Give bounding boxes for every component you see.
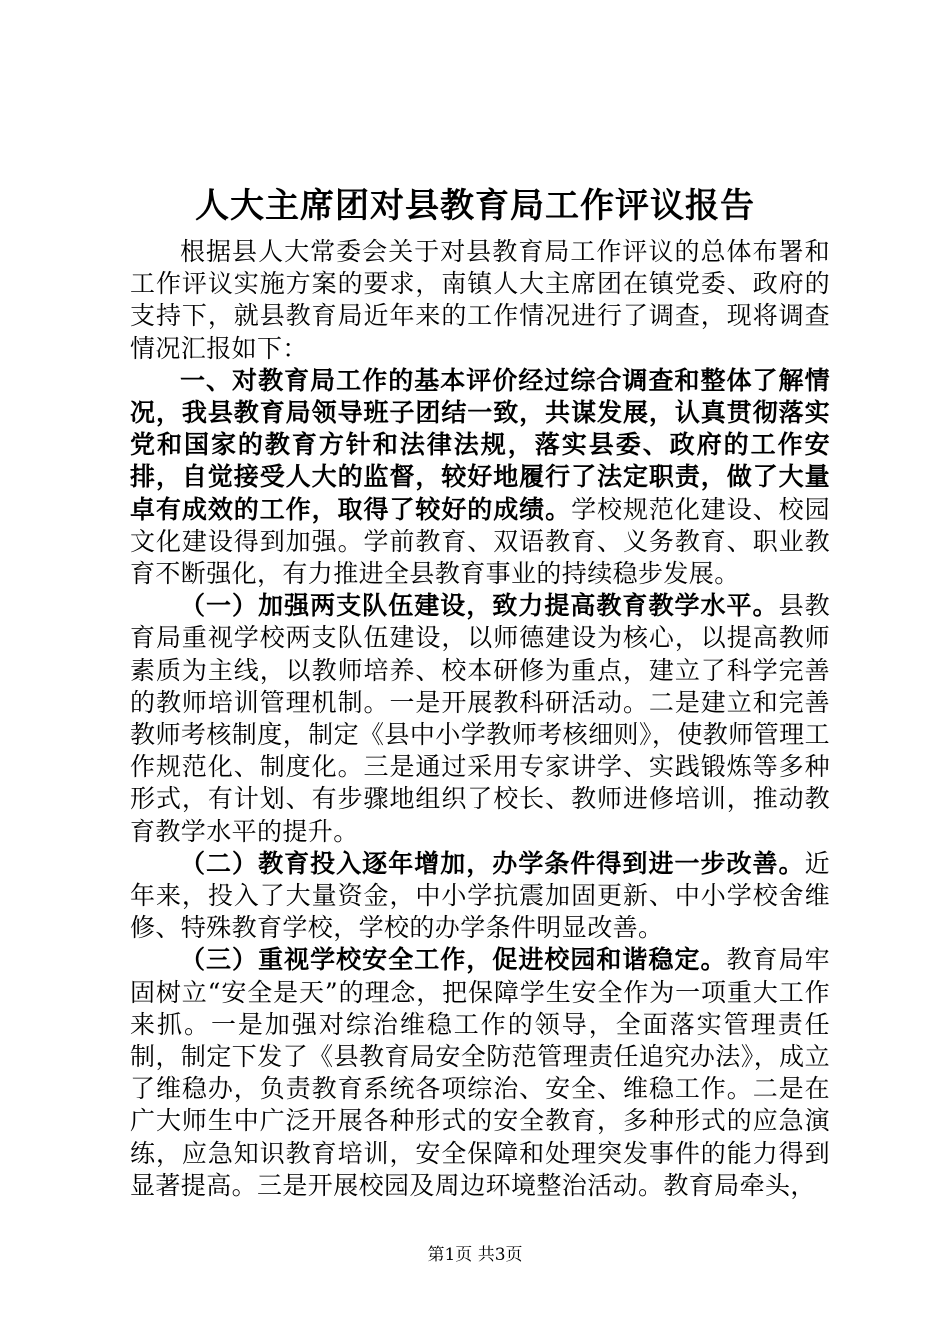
paragraph-subsection-3 <box>130 944 830 1202</box>
paragraph-lead: 一、对教育局工作的基本评价经过综合调查和整体了解情况，我县教育局领导班子团结一致，共谋发展，认真贯彻落实党和国家的教育方针和法律法规，落实县委、政府的工作安排，自觉接受人大的监督，较好地履行了法定职责，做了大量卓有成效的工作，取得了较好的成绩。 <box>130 365 830 524</box>
page-number-footer: 第1页 共3页 <box>427 1245 523 1265</box>
paragraph-text: 县教育局重视学校两支队伍建设，以师德建设为核心，以提高教师素质为主线，以教师培养、校本研修为重点，建立了科学完善的教师培训管理机制。一是开展教科研活动。二是建立和完善教师考核制度，制定《县中小学教师考核细则》，使教师管理工作规范化、制度化。三是通过采用专家讲学、实践锻炼等多种形式，有计划、有步骤地组织了校长、教师进修培训，推动教育教学水平的提升。 <box>130 591 830 846</box>
paragraph-subsection-1 <box>130 590 830 848</box>
paragraph-lead: （二）教育投入逐年增加，办学条件得到进一步改善。 <box>180 848 805 878</box>
document-body <box>130 236 830 1202</box>
paragraph-text: 学校规范化建设、校园文化建设得到加强。学前教育、双语教育、义务教育、职业教育不断强化，有力推进全县教育事业的持续稳步发展。 <box>130 494 830 589</box>
paragraph-intro <box>130 236 830 365</box>
paragraph-text: 根据县人大常委会关于对县教育局工作评议的总体布署和工作评议实施方案的要求，南镇人大主席团在镇党委、政府的支持下，就县教育局近年来的工作情况进行了调查，现将调查情况汇报如下： <box>130 237 830 363</box>
document-title: 人大主席团对县教育局工作评议报告 <box>195 186 755 226</box>
paragraph-lead: （三）重视学校安全工作，促进校园和谐稳定。 <box>180 945 727 975</box>
paragraph-text: 近年来，投入了大量资金，中小学抗震加固更新、中小学校舍维修、特殊教育学校，学校的办学条件明显改善。 <box>130 848 830 943</box>
paragraph-text: 教育局牢固树立“安全是天”的理念，把保障学生安全作为一项重大工作来抓。一是加强对综治维稳工作的领导，全面落实管理责任制，制定下发了《县教育局安全防范管理责任追究办法》，成立了维稳办，负责教育系统各项综治、安全、维稳工作。二是在广大师生中广泛开展各种形式的安全教育，多种形式的应急演练，应急知识教育培训，安全保障和处理突发事件的能力得到显著提高。三是开展校园及周边环境整治活动。教育局牵头， <box>130 945 830 1200</box>
paragraph-lead: （一）加强两支队伍建设，致力提高教育教学水平。 <box>180 591 779 621</box>
paragraph-section-1 <box>130 365 830 590</box>
paragraph-subsection-2 <box>130 848 830 945</box>
